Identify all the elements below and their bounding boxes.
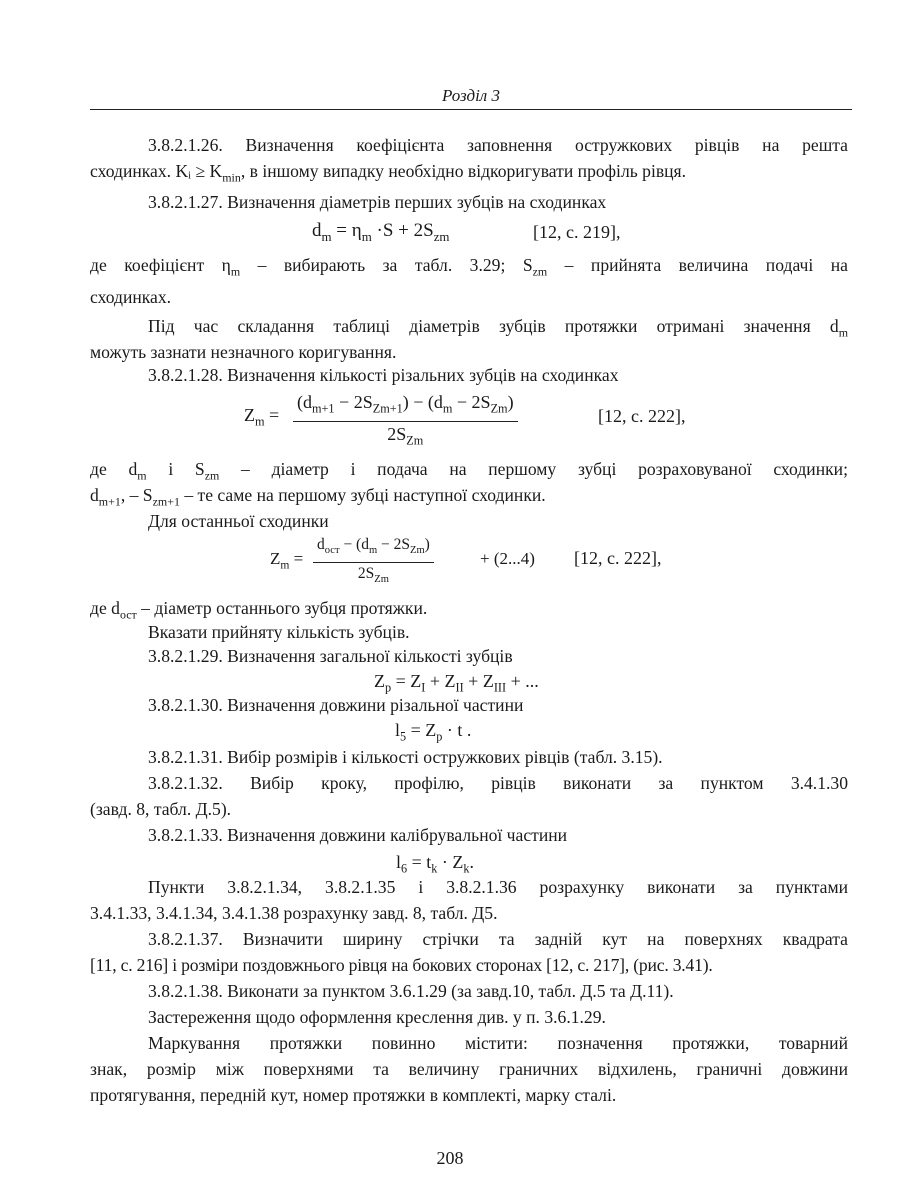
paragraph-marking-cont-2: протягування, передній кут, номер протяжки в комплекті, марку сталі. [90,1085,617,1105]
formula-zm-fraction [293,390,518,452]
paragraph-items-34-36: Пункти 3.8.2.1.34, 3.8.2.1.35 і 3.8.2.1.36 розрахунку виконати за пунктами [148,877,848,897]
formula-l5: $l_5 = Z_p \cdot t$ . [395,720,472,744]
paragraph-3-8-2-1-26: 3.8.2.1.26. Визначення коефіцієнта заповнення остружкових рівців на решта [148,135,848,155]
paragraph-diameter-table-cont: можуть зазнати незначного коригування. [90,342,397,362]
formula-zm-last-fraction [313,534,434,591]
paragraph-3-8-2-1-32-cont: (завд. 8, табл. Д.5). [90,799,232,819]
paragraph-3-8-2-1-37: 3.8.2.1.37. Визначити ширину стрічки та задній кут на поверхнях квадрата [148,929,848,949]
paragraph-3-8-2-1-31: 3.8.2.1.31. Вибір розмірів і кількості остружкових рівців (табл. 3.15). [148,747,663,767]
paragraph-3-8-2-1-27: 3.8.2.1.27. Визначення діаметрів перших зубців на сходинках [148,192,607,212]
formula-l6: $l_6 = t_k \cdot Z_k$. [396,852,475,876]
paragraph-last-step: Для останньої сходинки [148,511,329,531]
paragraph-dm-szm-definition: де $d_m$ і $S_{zm}$ – діаметр і подача на першому зубці розраховуваної сходинки; [90,459,848,483]
formula-zp: $Z_p = Z_I + Z_{II} + Z_{III}$ + ... [374,671,539,695]
paragraph-3-8-2-1-32: 3.8.2.1.32. Вибір кроку, профілю, рівців виконати за пунктом 3.4.1.30 [148,773,848,793]
paragraph-diameter-table: Під час складання таблиці діаметрів зубців протяжки отримані значення $d_m$ [148,316,848,340]
paragraph-dm1-definition: $d_{m+1}$, – $S_{zm+1}$ – те саме на першому зубці наступної сходинки. [90,485,546,509]
paragraph-eta-definition: де коефіцієнт $\eta_m$ – вибирають за табл. 3.29; $S_{zm}$ – прийнята величина подачі на [90,255,848,279]
paragraph-3-8-2-1-38: 3.8.2.1.38. Виконати за пунктом 3.6.1.29 (за завд.10, табл. Д.5 та Д.11). [148,981,674,1001]
formula-zm-last-numerator: $d_{ост} - (d_m - 2S_{Zm})$ [313,534,434,563]
paragraph-marking-cont-1: знак, розмір між поверхнями та величину граничних відхилень, граничні довжини [90,1059,848,1079]
paragraph-items-34-36-cont: 3.4.1.33, 3.4.1.34, 3.4.1.38 розрахунку завд. 8, табл. Д5. [90,903,498,923]
formula-dm-ref: [12, с. 219], [533,222,621,242]
paragraph-3-8-2-1-26-cont: сходинках. Kᵢ ≥ $K_{min}$, в іншому випадку необхідно відкоригувати профіль рівця. [90,161,687,185]
running-header [90,86,852,106]
paragraph-teeth-count-note: Вказати прийняту кількість зубців. [148,622,410,642]
formula-zm-denominator: $2S_{Zm}$ [387,423,424,448]
paragraph-drawing-warning: Застереження щодо оформлення креслення див. у п. 3.6.1.29. [148,1007,606,1027]
formula-zm-last-lhs: $Z_m$ = [270,549,304,572]
formula-zm-last-ref: [12, с. 222], [574,548,662,568]
formula-zm-numerator: $(d_{m+1} - 2S_{Zm+1}) - (d_m - 2S_{Zm})$ [293,390,518,422]
formula-zm-ref: [12, с. 222], [598,406,686,426]
paragraph-3-8-2-1-28: 3.8.2.1.28. Визначення кількості різальних зубців на сходинках [148,365,619,385]
section-title: Розділ 3 [442,86,500,105]
formula-zm-last-tail: + (2...4) [480,549,535,568]
paragraph-3-8-2-1-37-cont: [11, с. 216] і розміри поздовжнього рівця на бокових сторонах [12, с. 217], (рис. 3.41). [90,955,713,975]
formula-zm-lhs: $Z_m$ = [244,405,280,429]
page-number: 208 [436,1148,464,1168]
formula-zm-last-denominator: $2S_{Zm}$ [357,565,389,586]
paragraph-3-8-2-1-33: 3.8.2.1.33. Визначення довжини калібрувальної частини [148,825,568,845]
formula-dm: $d_m = \eta_m \cdot S + 2S_{zm}$ [312,220,450,244]
paragraph-eta-definition-cont: сходинках. [90,287,172,307]
paragraph-marking: Маркування протяжки повинно містити: позначення протяжки, товарний [148,1033,848,1053]
paragraph-3-8-2-1-30: 3.8.2.1.30. Визначення довжини різальної частини [148,695,524,715]
paragraph-3-8-2-1-29: 3.8.2.1.29. Визначення загальної кількості зубців [148,646,513,666]
paragraph-dost-definition: де $d_{ост}$ – діаметр останнього зубця протяжки. [90,598,428,622]
header-rule [90,109,852,110]
